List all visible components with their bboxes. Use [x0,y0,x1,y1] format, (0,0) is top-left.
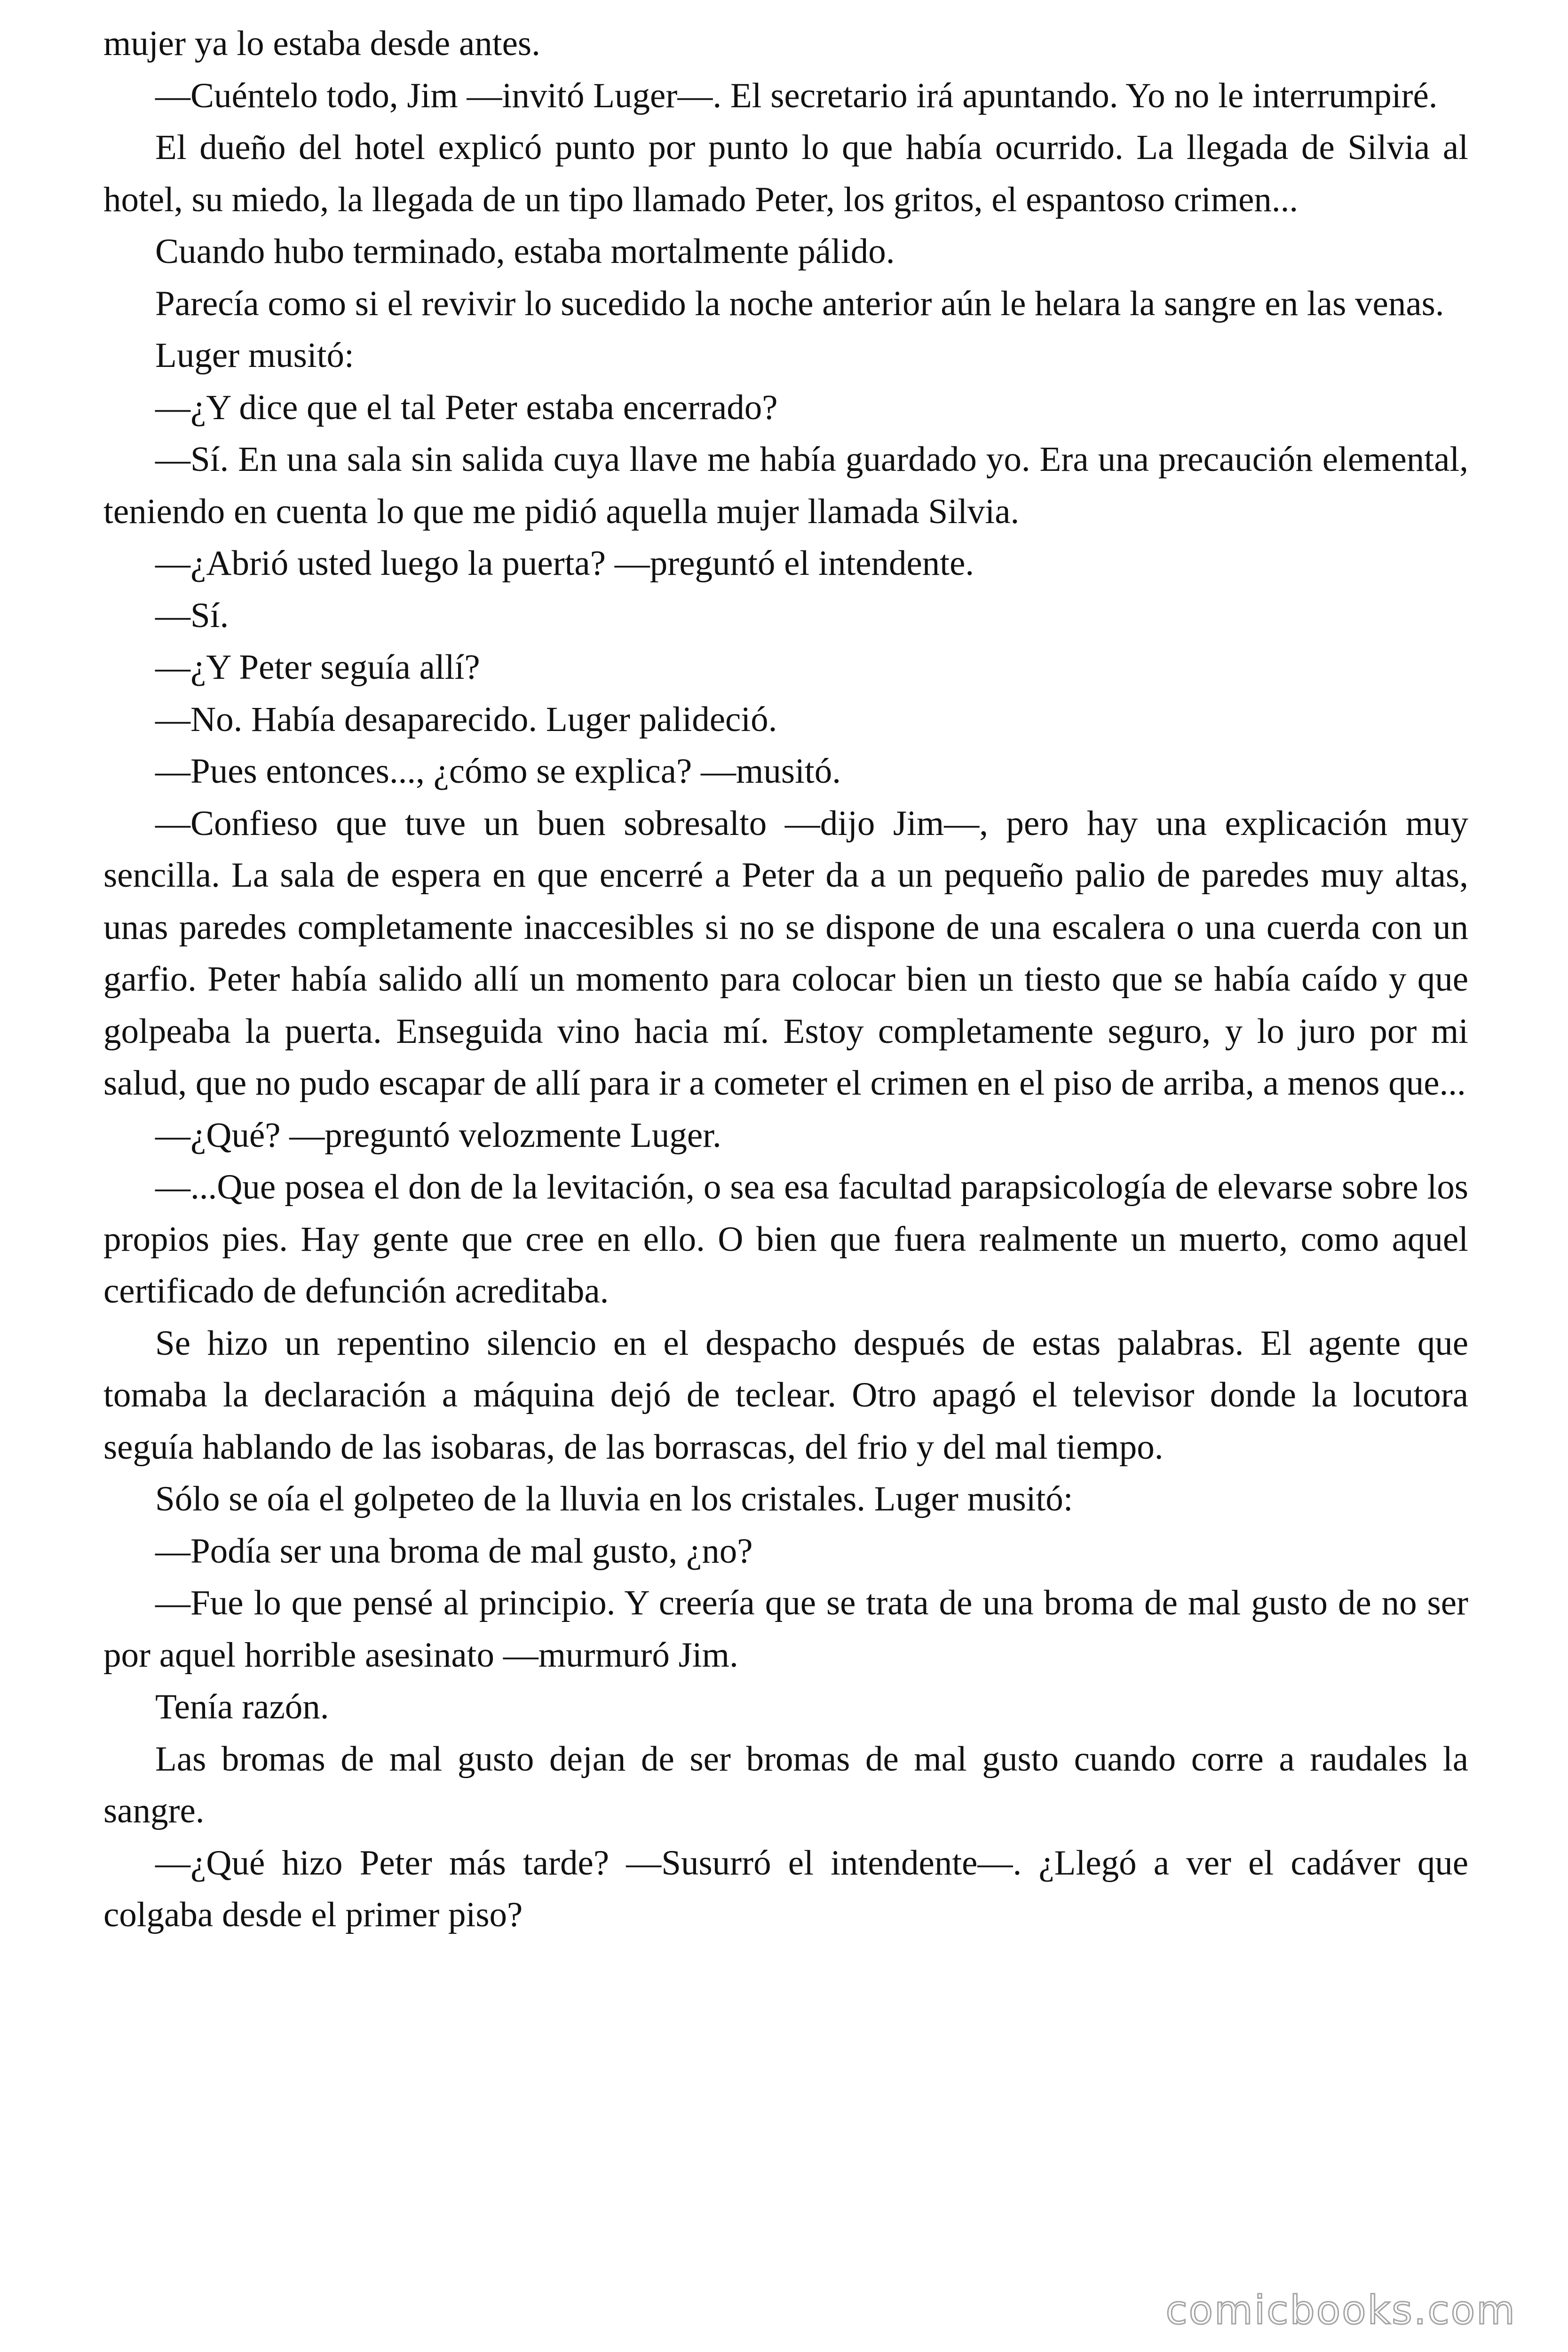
paragraph: Cuando hubo terminado, estaba mortalmente pálido. [155,232,895,271]
paragraph: —Sí. [155,596,229,635]
paragraph: Tenía razón. [155,1687,329,1726]
paragraph: —No. Había desaparecido. Luger palideció. [155,699,777,739]
paragraph: —¿Qué? —preguntó velozmente Luger. [155,1115,721,1155]
paragraph: —Podía ser una broma de mal gusto, ¿no? [155,1531,753,1571]
paragraph: —¿Y Peter seguía allí? [155,648,480,687]
paragraph: —Confieso que tuve un buen sobresalto —dijo Jim—, pero hay una explicación muy sencilla. La sala de espera en que encerré a Peter da a un pequeño palio de paredes muy altas, unas paredes completamente inaccesibles si no se dispone de una escalera o una cuerda con un garfio. Peter había salido allí un momento para colocar bien un tiesto que se había caído y que golpeaba la puerta. Enseguida vino hacia mí. Estoy completamente seguro, y lo juro por mi salud, que no pudo escapar de allí para ir a cometer el crimen en el piso de arriba, a menos que... [103,803,1468,1103]
paragraph: Luger musitó: [155,336,354,375]
paragraph: —¿Qué hizo Peter más tarde? —Susurró el intendente—. ¿Llegó a ver el cadáver que colgaba desde el primer piso? [103,1843,1468,1934]
paragraph: Parecía como si el revivir lo sucedido la noche anterior aún le helara la sangre en las venas. [155,284,1444,323]
paragraph: Sólo se oía el golpeteo de la lluvia en los cristales. Luger musitó: [155,1479,1073,1518]
paragraph-continuation: mujer ya lo estaba desde antes. [103,24,540,63]
paragraph: Las bromas de mal gusto dejan de ser bromas de mal gusto cuando corre a raudales la sangre. [103,1739,1468,1830]
paragraph: Se hizo un repentino silencio en el despacho después de estas palabras. El agente que tomaba la declaración a máquina dejó de teclear. Otro apagó el televisor donde la locutora seguía hablando de las isobaras, de las borrascas, del frio y del mal tiempo. [103,1323,1468,1467]
paragraph: El dueño del hotel explicó punto por punto lo que había ocurrido. La llegada de Silvia al hotel, su miedo, la llegada de un tipo llamado Peter, los gritos, el espantoso crimen... [103,128,1468,219]
watermark: comicbooks.com [1165,2287,1516,2333]
paragraph: —Fue lo que pensé al principio. Y creería que se trata de una broma de mal gusto de no ser por aquel horrible asesinato —murmuró Jim. [103,1583,1468,1675]
paragraph: —...Que posea el don de la levitación, o sea esa facultad parapsicología de elevarse sobre los propios pies. Hay gente que cree en ello. O bien que fuera realmente un muerto, como aquel certificado de defunción acreditaba. [103,1168,1468,1311]
paragraph: —Pues entonces..., ¿cómo se explica? —musitó. [155,752,841,791]
paragraph: —¿Abrió usted luego la puerta? —preguntó el intendente. [155,544,974,583]
paragraph: —Cuéntelo todo, Jim —invitó Luger—. El secretario irá apuntando. Yo no le interrumpiré. [155,76,1438,115]
book-page-text [103,18,1468,1941]
paragraph: —Sí. En una sala sin salida cuya llave me había guardado yo. Era una precaución elemental, teniendo en cuenta lo que me pidió aquella mujer llamada Silvia. [103,440,1468,531]
paragraph: —¿Y dice que el tal Peter estaba encerrado? [155,388,778,427]
